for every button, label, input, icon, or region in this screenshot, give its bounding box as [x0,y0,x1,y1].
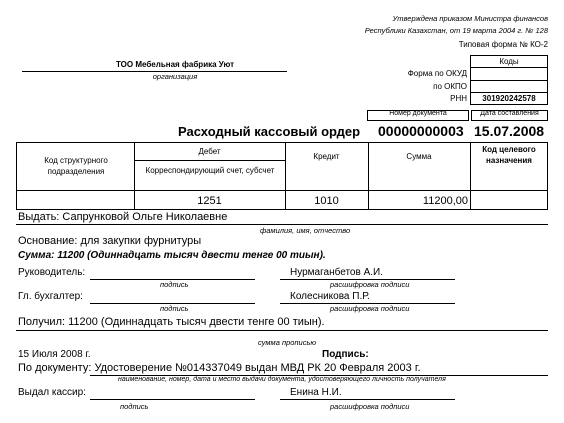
col-credit-header: Кредит [313,152,340,161]
okpo-label: по ОКПО [433,82,467,91]
document-date: 15.07.2008 [474,123,545,139]
document-title: Расходный кассовый ордер [178,124,361,139]
codes-divider-3 [470,92,548,93]
rnn-label: РНН [450,94,467,103]
form-type: Типовая форма № КО-2 [458,40,548,49]
col-purpose-header: Код целевого назначения [482,145,536,165]
amount-words-caption: сумма прописью [258,338,317,347]
id-document-caption: наименование, номер, дата и место выдачи документа, удостоверяющего личность получателя [118,376,446,383]
basis: Основание: для закупки фурнитуры [18,235,202,247]
amount: Сумма: 11200 (Одиннадцать тысяч двести тенге 00 тиын). [18,250,326,261]
cashier-name-line [280,399,455,400]
date-line: 15 Июля 2008 г. [18,349,91,360]
cashier-label: Выдал кассир: [18,387,86,398]
doc-number-header: Номер документа [389,110,447,117]
approval-line-2: Республики Казахстан, от 19 марта 2004 г. № 128 [364,26,548,35]
accountant-decoding-caption: расшифровка подписи [330,304,410,313]
organization-name: ТОО Мебельная фабрика Уют [115,60,235,69]
accountant-signature-caption: подпись [160,304,189,313]
cashier-signature-caption: подпись [120,402,149,411]
cashier-signature-line [90,399,255,400]
approval-line-1: Утверждена приказом Министра финансов [392,14,548,23]
col-division-header: Код структурного подразделения [44,156,108,176]
col-debit-header: Дебет [198,147,221,156]
manager-signature-caption: подпись [160,280,189,289]
rnn-value: 301920242578 [482,94,536,103]
issue-to: Выдать: Сапрунковой Ольге Николаевне [18,211,228,223]
codes-header: Коды [499,57,519,66]
received: Получил: 11200 (Одиннадцать тысяч двести тенге 00 тиын). [18,316,325,328]
cell-sum: 11200,00 [422,195,468,207]
table-hline-row [16,190,548,191]
doc-date-header: Дата составления [480,110,539,117]
issue-line [16,224,548,225]
col-corr-header: Корреспондирующий счет, субсчет [145,166,275,175]
codes-divider-2 [470,80,548,81]
organization-caption: организация [152,72,198,81]
table-vline-4 [470,142,471,210]
issue-caption: фамилия, имя, отчество [260,226,351,235]
col-sum-header: Сумма [406,152,432,161]
manager-name: Нурмаганбетов А.И. [290,267,383,278]
accountant-label: Гл. бухгалтер: [18,291,83,302]
cell-credit: 1010 [314,195,339,207]
okud-label: Форма по ОКУД [407,69,467,78]
accountant-name: Колесникова П.Р. [290,291,370,302]
document-number: 00000000003 [378,123,464,139]
codes-divider-1 [470,67,548,68]
received-line [16,330,548,331]
cashier-name: Енина Н.И. [290,387,342,398]
signature-label: Подпись: [322,349,369,360]
manager-label: Руководитель: [18,267,86,278]
id-document: По документу: Удостоверение №014337049 выдан МВД РК 20 Февраля 2003 г. [18,362,421,374]
manager-decoding-caption: расшифровка подписи [330,280,410,289]
table-hline-debit [134,160,285,161]
cell-debit: 1251 [197,195,222,207]
cashier-decoding-caption: расшифровка подписи [330,402,410,411]
